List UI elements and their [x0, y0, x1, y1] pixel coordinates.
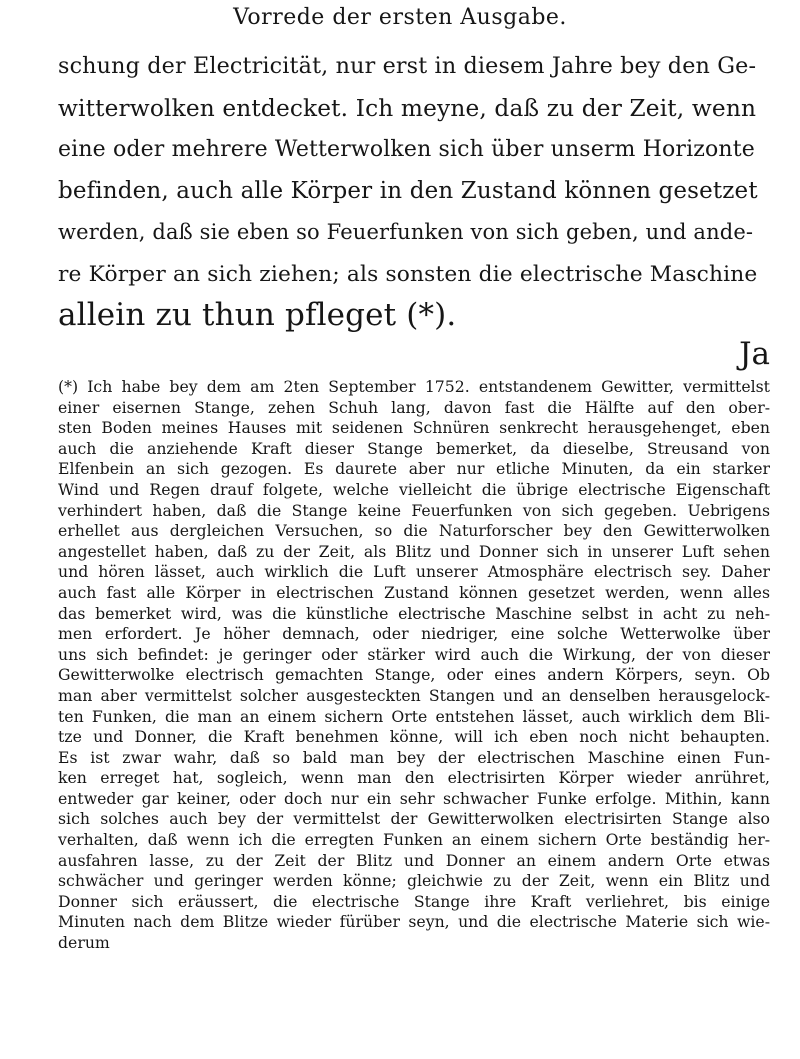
footnote-line: Gewitterwolke electrisch gemachten Stange, oder eines andern Körpers, seyn. Ob	[58, 665, 770, 685]
footnote-line: Es ist zwar wahr, daß so bald man bey der electrischen Maschine einen Fun-	[58, 747, 770, 767]
main-text-line: re Körper an sich ziehen; als sonsten die electrische Maschine	[58, 261, 758, 287]
running-header: Vorrede der ersten Ausgabe.	[233, 5, 567, 30]
footnote-line: (*) Ich habe bey dem am 2ten September 1752. entstandenem Gewitter, vermittelst	[58, 377, 770, 396]
main-text	[58, 46, 758, 337]
footnote-line: angestellet haben, daß zu der Zeit, als Blitz und Donner sich in unserer Luft sehen	[58, 541, 770, 561]
main-text-line: allein zu thun pfleget (*).	[58, 297, 457, 333]
footnote-line: das bemerket wird, was die künstliche electrische Maschine selbst in acht zu neh-	[58, 603, 770, 623]
main-text-line: witterwolken entdecket. Ich meyne, daß zu der Zeit, wenn	[58, 94, 757, 122]
footnote-line: Elfenbein an sich gezogen. Es daurete aber nur etliche Minuten, da ein starker	[58, 459, 770, 479]
footnote	[58, 377, 770, 954]
footnote-line: derum	[58, 933, 110, 953]
footnote-line: uns sich befindet: je geringer oder stärker wird auch die Wirkung, der von dieser	[58, 644, 770, 664]
footnote-line: Wind und Regen drauf folgete, welche vielleicht die übrige electrische Eigenschaft	[58, 479, 770, 499]
footnote-line: ten Funken, die man an einem sichern Orte entstehen lässet, auch wirklich dem Bli-	[58, 706, 770, 726]
main-text-line: werden, daß sie eben so Feuerfunken von sich geben, und ande-	[58, 220, 754, 244]
footnote-line: einer eisernen Stange, zehen Schuh lang, davon fast die Hälfte auf den ober-	[58, 397, 770, 417]
footnote-line: verhindert haben, daß die Stange keine Feuerfunken von sich gegeben. Uebrigens	[58, 500, 770, 520]
footnote-line: sten Boden meines Hauses mit seidenen Schnüren senkrecht herausgehenget, eben	[58, 418, 770, 438]
footnote-line: ken erreget hat, sogleich, wenn man den electrisirten Körper wieder anrühret,	[58, 768, 770, 788]
footnote-line: man aber vermittelst solcher ausgesteckten Stangen und an denselben herausgelock-	[58, 685, 770, 705]
footnote-line: verhalten, daß wenn ich die erregten Funken an einem sichern Orte beständig her-	[58, 830, 770, 850]
footnote-line: Minuten nach dem Blitze wieder fürüber seyn, und die electrische Materie sich wie-	[58, 912, 770, 932]
footnote-line: schwächer und geringer werden könne; gleichwie zu der Zeit, wenn ein Blitz und	[58, 871, 770, 891]
footnote-line: Donner sich eräussert, die electrische Stange ihre Kraft verliehret, bis einige	[58, 891, 770, 911]
footnote-line: und hören lässet, auch wirklich die Luft unserer Atmosphäre electrisch sey. Daher	[58, 562, 770, 582]
footnote-line: entweder gar keiner, oder doch nur ein sehr schwacher Funke erfolge. Mithin, kann	[58, 788, 770, 808]
footnote-line: sich solches auch bey der vermittelst der Gewitterwolken electrisirten Stange also	[58, 809, 770, 829]
footnote-line: auch fast alle Körper in electrischen Zustand können gesetzet werden, wenn alles	[58, 582, 770, 602]
catchword: Ja	[739, 336, 770, 372]
footnote-line: ausfahren lasse, zu der Zeit der Blitz und Donner an einem andern Orte etwas	[58, 850, 770, 870]
main-text-line: eine oder mehrere Wetterwolken sich über unserm Horizonte	[58, 137, 755, 162]
main-text-line: schung der Electricität, nur erst in diesem Jahre bey den Ge-	[58, 53, 757, 79]
footnote-line: auch die anziehende Kraft dieser Stange bemerket, da dieselbe, Streusand von	[58, 438, 770, 458]
footnote-line: erhellet aus dergleichen Versuchen, so die Naturforscher bey den Gewitterwolken	[58, 521, 770, 541]
main-text-line: befinden, auch alle Körper in den Zustand können gesetzet	[58, 177, 758, 204]
footnote-line: men erfordert. Je höher demnach, oder niedriger, eine solche Wetterwolke über	[58, 624, 770, 644]
footnote-line: tze und Donner, die Kraft benehmen könne, will ich eben noch nicht behaupten.	[58, 727, 770, 747]
